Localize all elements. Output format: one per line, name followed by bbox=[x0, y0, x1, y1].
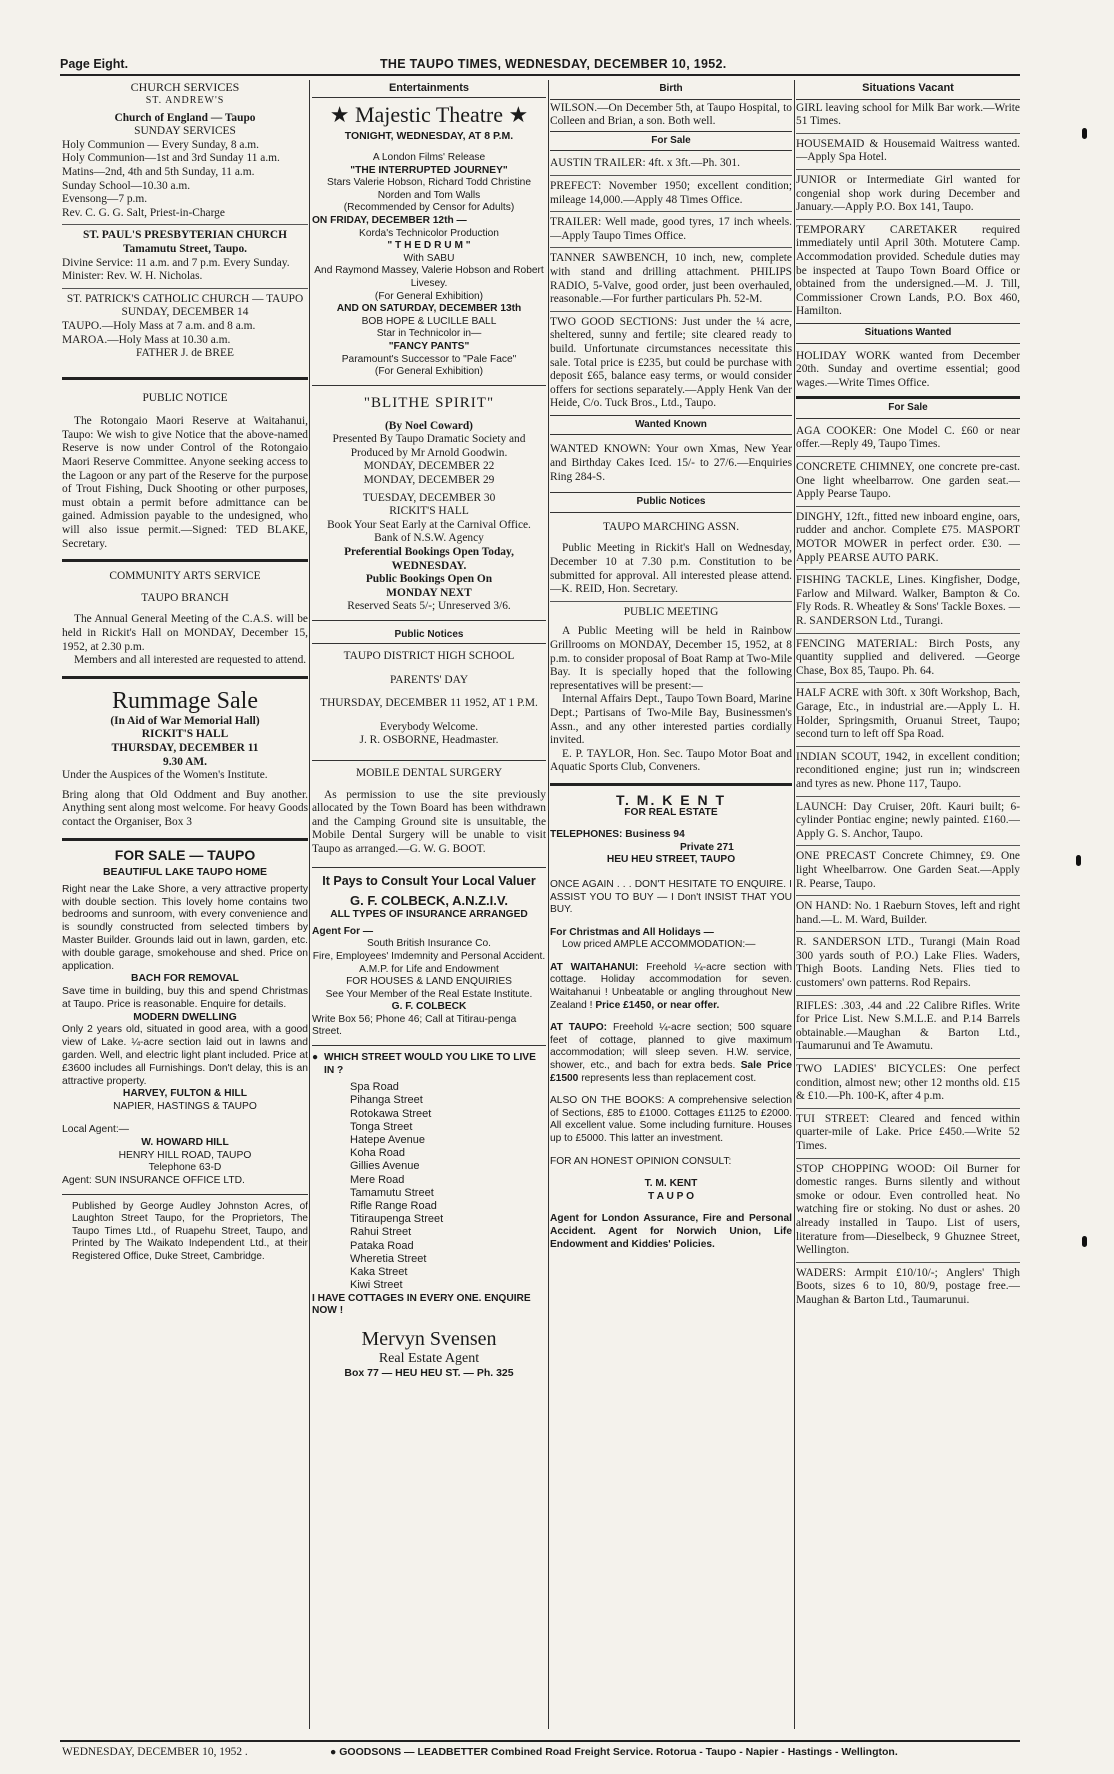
kent-taupo bbox=[550, 1022, 792, 1085]
wanted-known-heading: Wanted Known bbox=[550, 415, 792, 436]
dental-surgery-heading: MOBILE DENTAL SURGERY bbox=[355, 766, 503, 779]
street-item: Titiraupenga Street bbox=[350, 1213, 444, 1226]
rummage-sale-subtitle: (In Aid of War Memorial Hall) bbox=[110, 714, 260, 727]
kent-signature: T. M. KENT bbox=[644, 1178, 698, 1190]
kent-taupo-tail: represents less than replacement cost. bbox=[581, 1072, 757, 1084]
classified-ad: DINGHY, 12ft., fitted new inboard engine, oars, rudder and anchor. Complete £75. MASPORT MOTOR MOWER in perfect order. £30. —Apply PEARSE AUTO PARK. bbox=[796, 510, 1020, 564]
coe-line: Rev. C. G. G. Salt, Priest-in-Charge bbox=[62, 206, 225, 219]
divider bbox=[62, 224, 308, 225]
classified-ad: INDIAN SCOUT, 1942, in excellent condition; reconditioned engine; just run in; windscreen and tyres as new. Phone 117, Taupo. bbox=[796, 750, 1020, 790]
divider bbox=[312, 620, 546, 621]
st-andrews-heading: ST. ANDREW'S bbox=[145, 95, 225, 106]
birth-notice: WILSON.—On December 5th, at Taupo Hospital, to Colleen and Brian, a son. Both well. bbox=[550, 101, 792, 128]
kent-name: T. M. K E N T bbox=[616, 791, 726, 808]
blithe-spirit-public: Public Bookings Open On bbox=[365, 573, 493, 586]
st-pauls-address: Tamamutu Street, Taupo. bbox=[122, 242, 248, 255]
valuer-signature: G. F. COLBECK bbox=[391, 1001, 467, 1013]
agent-office: Agent: SUN INSURANCE OFFICE LTD. bbox=[62, 1175, 245, 1187]
rummage-sale-date: THURSDAY, DECEMBER 11 bbox=[111, 741, 259, 754]
divider bbox=[796, 845, 1020, 846]
divider bbox=[62, 377, 308, 380]
blithe-spirit-booking: Book Your Seat Early at the Carnival Office. bbox=[327, 518, 531, 531]
kent-private: Private 271 bbox=[680, 841, 734, 853]
divider bbox=[796, 169, 1020, 170]
cas-heading: COMMUNITY ARTS SERVICE bbox=[109, 570, 261, 583]
film-2-title: " T H E D R U M " bbox=[387, 240, 471, 252]
cas-body-2: Members and all interested are requested to attend. bbox=[74, 654, 307, 667]
public-meeting-heading: PUBLIC MEETING bbox=[623, 605, 719, 618]
tonight-line: TONIGHT, WEDNESDAY, AT 8 P.M. bbox=[344, 130, 514, 142]
kent-street: HEU HEU STREET, TAUPO bbox=[606, 854, 736, 866]
blithe-spirit-seats: Reserved Seats 5/-; Unreserved 3/6. bbox=[347, 600, 511, 613]
film-2-rating: (For General Exhibition) bbox=[374, 290, 484, 302]
classified-ad: TWO GOOD SECTIONS: Just under the ¼ acre, sheltered, sunny and fertile; site cleared ready to build. Unfortunate circumstances necessitate this sale. Total price is £235, but could be purchase with deposit £65, balance easy terms, or would consider offers for sections separately.—Apply Henk Van der Heide, C/o. Tuck Bros., Ltd., Taupo. bbox=[550, 315, 792, 410]
street-item: Pihanga Street bbox=[350, 1094, 423, 1107]
column-2 bbox=[312, 80, 546, 1744]
classified-ad: ONE PRECAST Concrete Chimney, £9. One light Wheelbarrow. One Garden Seat.—Apply R. Pearse, Taupo. bbox=[796, 850, 1020, 890]
kent-telephones: TELEPHONES: Business 94 bbox=[550, 829, 685, 841]
divider bbox=[312, 385, 546, 386]
street-list bbox=[312, 1081, 546, 1292]
margin-mark bbox=[1082, 1236, 1087, 1247]
street-item: Rahui Street bbox=[350, 1226, 412, 1239]
valuer-houses: FOR HOUSES & LAND ENQUIRIES bbox=[346, 976, 512, 988]
rummage-sale-time: 9.30 AM. bbox=[163, 755, 207, 768]
divider bbox=[796, 1058, 1020, 1059]
blithe-spirit-title: "BLITHE SPIRIT" bbox=[363, 394, 495, 411]
which-street-heading bbox=[312, 1052, 546, 1077]
situations-wanted-body: HOLIDAY WORK wanted from December 20th. Sunday and overtime essential; good wages.—Write Times Office. bbox=[796, 349, 1020, 389]
classified-ad: JUNIOR or Intermediate Girl wanted for congenial shop work during December and January.—Apply P.O. Box 141, Taupo. bbox=[796, 173, 1020, 214]
kent-waitahanui-text: Freehold ¼-acre section with cottage. Holiday accommodation for seven. Waitahanui ! Unbeatable or angling throughout New Zealand ! bbox=[550, 961, 792, 1011]
street-item: Gillies Avenue bbox=[350, 1160, 420, 1173]
film-1-title: "THE INTERRUPTED JOURNEY" bbox=[350, 164, 508, 176]
cas-body: The Annual General Meeting of the C.A.S. will be held in Rickit's Hall on MONDAY, December 15, 1952, at 2.30 p.m. bbox=[62, 613, 308, 653]
divider bbox=[550, 175, 792, 176]
divider bbox=[796, 931, 1020, 932]
blithe-spirit-hall: RICKIT'S HALL bbox=[389, 505, 469, 518]
for-sale-taupo-heading: FOR SALE — TAUPO bbox=[114, 846, 256, 863]
agent-telephone: Telephone 63-D bbox=[148, 1162, 222, 1174]
margin-mark bbox=[1076, 855, 1081, 866]
public-meeting-body: A Public Meeting will be held in Rainbow Grillrooms on MONDAY, December 15, 1952, at 8 p.m. to consider proposal of Boat Ramp at Two-Mile Bay. It is specially hoped that the following representatives will be present:— bbox=[550, 625, 792, 692]
public-notice-body: The Rotongaio Maori Reserve at Waitahanui, Taupo: We wish to give Notice that the above-named Reserve is now under Control of the Rotongaio Maori Reserve Committee. Anyone seeking access to the Lagoon or any part of the Reserve for the purpose of Trout Fishing, Duck Shooting or other purposes, must obtain a permit before admittance can be gained. Admission payable to the undesigned, who will also issue permit.—Signed: TED BLAKE, Secretary. bbox=[62, 415, 308, 550]
classified-ad: HALF ACRE with 30ft. x 30ft Workshop, Bach, Garage, Etc., in industrial are.—Apply L. H. Holder, Springsmith, Oruanui Street, Taupo; second turn to left off Spa Road. bbox=[796, 687, 1020, 741]
divider bbox=[796, 506, 1020, 507]
classified-ad: R. SANDERSON LTD., Turangi (Main Road 300 yards south of P.O.) Lake Flies. Waders, Thigh Boots. Landing Nets. Flies tied to customers' own patterns. Rod Repairs. bbox=[796, 936, 1020, 990]
st-patricks-line: MAROA.—Holy Mass at 10.30 a.m. bbox=[62, 333, 231, 346]
marching-assn-heading: TAUPO MARCHING ASSN. bbox=[602, 520, 740, 533]
street-item: Wheretia Street bbox=[350, 1252, 427, 1265]
column-divider bbox=[794, 80, 795, 1729]
public-notices-heading: Public Notices bbox=[550, 492, 792, 513]
classified-ad: TEMPORARY CARETAKER required immediately until April 30th. Motutere Camp. Accommodation provided. Schedule duties may be inspected at Taupo Town Board Office or obtained from the undersigned.—M. J. Till, Commissioner Crown Lands, P.O. Box 460, Hamilton. bbox=[796, 223, 1020, 318]
valuer-company: South British Insurance Co. bbox=[366, 938, 491, 950]
column-divider bbox=[309, 80, 310, 1729]
blithe-spirit-presented: Presented By Taupo Dramatic Society and Produced by Mr Arnold Goodwin. bbox=[332, 433, 526, 459]
divider bbox=[312, 1045, 546, 1046]
classified-ad: CONCRETE CHIMNEY, one concrete pre-cast. One light wheelbarrow. One garden seat.—Apply Pearse Taupo. bbox=[796, 461, 1020, 501]
valuer-see: See Your Member of the Real Estate Institute. bbox=[325, 988, 533, 1000]
classified-ad: GIRL leaving school for Milk Bar work.—Write 51 Times. bbox=[796, 101, 1020, 128]
st-patricks-date: SUNDAY, DECEMBER 14 bbox=[121, 306, 249, 319]
parents-day-welcome: Everybody Welcome. bbox=[379, 720, 479, 733]
saturday-line: AND ON SATURDAY, DECEMBER 13th bbox=[336, 303, 522, 315]
masthead-rule bbox=[60, 74, 1020, 76]
classified-ad: AGA COOKER: One Model C. £60 or near offer.—Reply 49, Taupo Times. bbox=[796, 424, 1020, 451]
divider bbox=[796, 633, 1020, 634]
cas-subheading: TAUPO BRANCH bbox=[141, 591, 229, 604]
classified-ad: TWO LADIES' BICYCLES: One perfect condition, almost new; other 12 months old. £15 & £10.—Ph. 100-K, after 4 p.m. bbox=[796, 1063, 1020, 1103]
public-meeting-signature: E. P. TAYLOR, Hon. Sec. Taupo Motor Boat and Aquatic Sports Club, Conveners. bbox=[550, 747, 792, 774]
kent-subtitle: FOR REAL ESTATE bbox=[624, 806, 718, 818]
divider bbox=[796, 219, 1020, 220]
street-item: Rifle Range Road bbox=[350, 1200, 437, 1213]
divider bbox=[550, 247, 792, 248]
kent-taupo-price: Sale Price £1500 bbox=[550, 1060, 792, 1084]
street-item: Koha Road bbox=[350, 1147, 406, 1160]
entertainments-heading: Entertainments bbox=[312, 80, 546, 98]
public-meeting-reps: Internal Affairs Dept., Taupo Town Board, Marine Dept.; Partisans of Two-Mile Bay, Businessmen's Assn., and any other interested parties cordially invited. bbox=[550, 693, 792, 747]
film-1-stars: Stars Valerie Hobson, Richard Todd Christine Norden and Tom Walls bbox=[326, 177, 532, 201]
valuer-amp: A.M.P. for Life and Endowment bbox=[359, 963, 499, 975]
valuer-name: G. F. COLBECK, A.N.Z.I.V. bbox=[350, 892, 508, 908]
rummage-sale-body: Under the Auspices of the Women's Institute. bbox=[62, 769, 268, 782]
friday-line: ON FRIDAY, DECEMBER 12th — bbox=[312, 214, 467, 226]
marching-assn-body: Public Meeting in Rickit's Hall on Wednesday, December 10 at 7.30 p.m. Constitution to be submitted for approval. All interested please attend. —K. REID, Hon. Secretary. bbox=[550, 542, 792, 596]
svensen-role: Real Estate Agent bbox=[378, 1350, 480, 1366]
divider bbox=[550, 311, 792, 312]
kent-christmas: For Christmas and All Holidays — bbox=[550, 926, 714, 938]
bullet-icon: ● bbox=[312, 1052, 319, 1064]
masthead-title: THE TAUPO TIMES, WEDNESDAY, DECEMBER 10, 1952. bbox=[380, 57, 727, 71]
film-1-pre: A London Films' Release bbox=[372, 152, 486, 163]
local-agent-label: Local Agent:— bbox=[62, 1124, 129, 1136]
classified-ad: FISHING TACKLE, Lines. Kingfisher, Dodge, Farlow and Milward. Walker, Bampton & Co. Fly Rods. R. Wheatley & Sons' Tackle Boxes. —R. SANDERSON Ltd., Turangi. bbox=[796, 574, 1020, 627]
street-item: Tonga Street bbox=[350, 1120, 413, 1133]
bullet-icon: ● bbox=[330, 1746, 340, 1758]
film-2-pre: Korda's Technicolor Production bbox=[359, 227, 499, 239]
coe-line: Evensong—7 p.m. bbox=[62, 193, 148, 206]
public-notice-heading: PUBLIC NOTICE bbox=[142, 391, 228, 404]
svensen-contact: Box 77 — HEU HEU ST. — Ph. 325 bbox=[344, 1366, 514, 1379]
divider bbox=[796, 133, 1020, 134]
divider bbox=[312, 867, 546, 868]
kent-agent: Agent for London Assurance, Fire and Personal Accident. Agent for Norwich Union, Life Endowment and Kiddies' Policies. bbox=[550, 1213, 792, 1250]
divider bbox=[796, 456, 1020, 457]
film-2-cast: And Raymond Massey, Valerie Hobson and Robert Livesey. bbox=[314, 265, 544, 289]
divider bbox=[550, 211, 792, 212]
film-3-in: Star in Technicolor in— bbox=[376, 328, 482, 340]
wanted-known-body: WANTED KNOWN: Your own Xmas, New Year and Birthday Cakes Iced. 15/- to 27/6.—Enquiries Ring 284-S. bbox=[550, 443, 792, 483]
coe-line: Holy Communion—1st and 3rd Sunday 11 a.m. bbox=[62, 152, 280, 165]
kent-low-priced: Low priced AMPLE ACCOMMODATION:— bbox=[562, 939, 756, 951]
st-pauls-line: Minister: Rev. W. H. Nicholas. bbox=[62, 270, 203, 283]
modern-dwelling-body: Only 2 years old, situated in good area, with a good view of Lake. ¼-acre section laid out in lawns and garden. Well, and electric light plant included. Price at £3600 includes all Furnishings. Don't delay, this is an attractive property. bbox=[62, 1024, 308, 1087]
column-divider bbox=[548, 80, 549, 1729]
coe-line: Matins—2nd, 4th and 5th Sunday, 11 a.m. bbox=[62, 165, 255, 178]
divider bbox=[550, 783, 792, 786]
rummage-sale-body-2: Bring along that Old Oddment and Buy another. Anything sent along most welcome. For heavy Goods contact the Organiser, Box 3 bbox=[62, 788, 308, 828]
classified-ad: ON HAND: No. 1 Raeburn Stoves, left and right hand.—L. M. Ward, Builder. bbox=[796, 900, 1020, 926]
film-3-title: "FANCY PANTS" bbox=[388, 340, 470, 352]
parents-day: PARENTS' DAY bbox=[389, 673, 469, 686]
page-number: Page Eight. bbox=[60, 57, 129, 71]
kent-signature-town: T A U P O bbox=[647, 1190, 695, 1202]
classified-ad: TANNER SAWBENCH, 10 inch, new, complete with stand and drilling attachment. PHILIPS RADIO, 5-Valve, good order, just been overhauled, reasonable.—For further particulars Ph. 52-M. bbox=[550, 252, 792, 306]
margin-mark bbox=[1082, 128, 1087, 139]
film-1-rating: (Recommended by Censor for Adults) bbox=[343, 202, 515, 214]
public-notices-heading: Public Notices bbox=[312, 627, 546, 644]
divider bbox=[796, 569, 1020, 570]
masthead bbox=[60, 52, 1020, 74]
kent-taupo-text: Freehold ¼-acre section; 500 square feet of cottage, planned to give maximum accommodation; will sleep seven. H.W. service, shower, etc., and bach for extra beds. bbox=[550, 1022, 792, 1072]
church-services-heading: CHURCH SERVICES bbox=[130, 80, 240, 94]
classified-ad: RIFLES: .303, .44 and .22 Calibre Rifles. Write for Price List. New S.M.L.E. and P.14 Barrels obtainable.—Maughan & Barton Ltd., Taumarunui and Te Awamutu. bbox=[796, 999, 1020, 1053]
hfh-name: HARVEY, FULTON & HILL bbox=[122, 1088, 248, 1100]
parents-day-date: THURSDAY, DECEMBER 11 1952, AT 1 P.M. bbox=[320, 697, 538, 710]
classified-ad: FENCING MATERIAL: Birch Posts, any quantity supplied and delivered. —George Chase, Box 85, Taupo. Ph. 64. bbox=[796, 637, 1020, 677]
sunday-services: SUNDAY SERVICES bbox=[134, 125, 236, 138]
street-item: Pataka Road bbox=[350, 1239, 414, 1252]
for-sale-taupo-subheading: BEAUTIFUL LAKE TAUPO HOME bbox=[102, 866, 268, 879]
for-sale-taupo-body: Right near the Lake Shore, a very attractive property with double section. This lovely home contains two bedrooms and sunroom, with every convenience and is soundly constructed from selected timbers by Master Builder. Grounds laid out in lawn, garden, etc. with double garage, smokehouse and shed. Price on application. bbox=[62, 883, 308, 972]
divider bbox=[796, 995, 1020, 996]
st-pauls-title: ST. PAUL'S PRESBYTERIAN CHURCH bbox=[82, 229, 287, 242]
film-3-stars: BOB HOPE & LUCILLE BALL bbox=[361, 315, 497, 327]
dental-surgery-body: As permission to use the site previously allocated by the Town Board has been withdrawn and the Camping Ground site is unsuitable, the Mobile Dental Surgery will be unable to visit Taupo as arranged.—G. W. G. BOOT. bbox=[312, 788, 546, 855]
film-3-rating: (For General Exhibition) bbox=[374, 366, 484, 378]
imprint: Published by George Audley Johnston Acres, of Laughton Street Taupo, for the Proprietors, The Taupo Times Ltd., of Ruapehu Street, Taupo, and Printed by The Waikato Independent Ltd., at their Registered Office, Duke Street, Cambridge. bbox=[72, 1201, 308, 1262]
hfh-locations: NAPIER, HASTINGS & TAUPO bbox=[113, 1101, 257, 1113]
classified-ad: AUSTIN TRAILER: 4ft. x 3ft.—Ph. 301. bbox=[550, 157, 740, 170]
column-1 bbox=[62, 80, 308, 1740]
classified-ad: WADERS: Armpit £10/10/-; Anglers' Thigh Boots, sizes 6 to 10, 80/9, postage free.—Maughan & Barton Ltd., Taumarunui. bbox=[796, 1266, 1020, 1306]
coe-line: Holy Communion — Every Sunday, 8 a.m. bbox=[62, 138, 259, 151]
rummage-sale-title: Rummage Sale bbox=[112, 687, 258, 714]
street-item: Mere Road bbox=[350, 1173, 405, 1186]
footer-rule bbox=[60, 1740, 1020, 1742]
cottages-line: I HAVE COTTAGES IN EVERY ONE. ENQUIRE NOW ! bbox=[312, 1292, 531, 1317]
for-sale-heading: For Sale bbox=[796, 396, 1020, 419]
classified-ad: TUI STREET: Cleared and fenced within quarter-mile of Lake. Price £450.—Write 52 Times. bbox=[796, 1112, 1020, 1152]
film-3-successor: Paramount's Successor to "Pale Face" bbox=[341, 353, 517, 365]
kent-taupo-label: AT TAUPO: bbox=[550, 1022, 608, 1034]
divider bbox=[62, 838, 308, 841]
blithe-spirit-bank: Bank of N.S.W. Agency bbox=[374, 532, 484, 545]
blithe-spirit-date-1: MONDAY, DECEMBER 22 bbox=[363, 460, 495, 473]
valuer-fire: Fire, Employees' Imdemnity and Personal Accident. bbox=[312, 950, 546, 962]
st-patricks-father: FATHER J. de BREE bbox=[136, 347, 234, 360]
classified-ad: STOP CHOPPING WOOD: Oil Burner for domestic ranges. Burns silently and without smoke or odour. Even controlled heat. No watching fire or stoking. No dust or ashes. 20 already installed in Taupo. List of users, literature from—Dieselbeck, 9 Ghuznee Street, Wellington. bbox=[796, 1162, 1020, 1257]
divider bbox=[796, 796, 1020, 797]
kent-waitahanui-label: AT WAITAHANUI: bbox=[550, 961, 639, 973]
valuer-contact: Write Box 56; Phone 46; Call at Titirau-penga Street. bbox=[312, 1013, 517, 1038]
divider bbox=[796, 1108, 1020, 1109]
high-school-title: TAUPO DISTRICT HIGH SCHOOL bbox=[343, 650, 515, 662]
situations-wanted-heading: Situations Wanted bbox=[796, 323, 1020, 344]
parents-day-signature: J. R. OSBORNE, Headmaster. bbox=[359, 734, 499, 747]
footer-date: WEDNESDAY, DECEMBER 10, 1952 . bbox=[62, 1746, 248, 1758]
kent-also: ALSO ON THE BOOKS: A comprehensive selection of Sections, £85 to £1000. Cottages £1125 to £2000. All excellent value. Some including furniture. Houses up to £5000. This latter an investment. bbox=[550, 1095, 792, 1144]
classified-ad: LAUNCH: Day Cruiser, 20ft. Kauri built; 6-cylinder Pontiac engine; newly painted. £160.—Apply G. S. Anchor, Taupo. bbox=[796, 800, 1020, 840]
kent-waitahanui-price: Price £1450, or near offer. bbox=[595, 999, 720, 1011]
birth-heading: Birth bbox=[550, 80, 792, 100]
coe-title: Church of England — Taupo bbox=[114, 111, 256, 124]
divider bbox=[796, 1262, 1020, 1263]
column-4 bbox=[796, 80, 1020, 1744]
st-patricks-title: ST. PATRICK'S CATHOLIC CHURCH — TAUPO bbox=[66, 292, 304, 305]
blithe-spirit-monday: MONDAY NEXT bbox=[386, 586, 472, 599]
divider bbox=[62, 288, 308, 289]
st-patricks-line: TAUPO.—Holy Mass at 7 a.m. and 8 a.m. bbox=[62, 319, 256, 332]
blithe-spirit-date-2: MONDAY, DECEMBER 29 bbox=[363, 474, 495, 487]
valuer-agent-for: Agent For — bbox=[312, 925, 374, 937]
blithe-spirit-date-3: TUESDAY, DECEMBER 30 bbox=[362, 491, 496, 504]
rummage-sale-hall: RICKIT'S HALL bbox=[141, 728, 229, 741]
street-item: Tamamutu Street bbox=[350, 1186, 434, 1199]
column-3 bbox=[550, 80, 792, 1744]
street-item: Kaka Street bbox=[350, 1266, 408, 1279]
for-sale-heading: For Sale bbox=[550, 131, 792, 152]
bach-body: Save time in building, buy this and spend Christmas at Taupo. Price is reasonable. Enquire for details. bbox=[62, 986, 308, 1010]
footer-advert bbox=[330, 1746, 898, 1758]
classified-ad: PREFECT: November 1950; excellent condition; mileage 14,000.—Apply 48 Times Office. bbox=[550, 179, 792, 206]
agent-name: W. HOWARD HILL bbox=[141, 1136, 229, 1148]
street-item: Spa Road bbox=[350, 1081, 399, 1094]
divider bbox=[62, 676, 308, 679]
blithe-spirit-preferential: Preferential Bookings Open Today, WEDNESDAY. bbox=[344, 546, 514, 572]
street-item: Rotokawa Street bbox=[350, 1107, 432, 1120]
divider bbox=[796, 895, 1020, 896]
divider bbox=[796, 1158, 1020, 1159]
modern-dwelling-heading: MODERN DWELLING bbox=[133, 1011, 237, 1023]
divider bbox=[62, 1194, 308, 1195]
divider bbox=[796, 682, 1020, 683]
coe-line: Sunday School—10.30 a.m. bbox=[62, 179, 191, 192]
situations-vacant-heading: Situations Vacant bbox=[796, 80, 1020, 100]
kent-once-again: ONCE AGAIN . . . DON'T HESITATE TO ENQUIRE. I ASSIST YOU TO BUY — I Don't INSIST THAT YOU BUY. bbox=[550, 878, 792, 916]
kent-honest: FOR AN HONEST OPINION CONSULT: bbox=[550, 1155, 732, 1167]
divider bbox=[550, 601, 792, 602]
svensen-name: Mervyn Svensen bbox=[361, 1327, 497, 1350]
footer-text: GOODSONS — LEADBETTER Combined Road Freight Service. Rotorua - Taupo - Napier - Hastings - Wellington. bbox=[339, 1746, 898, 1758]
which-street-text: WHICH STREET WOULD YOU LIKE TO LIVE IN ? bbox=[324, 1052, 536, 1076]
valuer-insurance: ALL TYPES OF INSURANCE ARRANGED bbox=[330, 909, 528, 921]
street-item: Hatepe Avenue bbox=[350, 1134, 426, 1147]
st-pauls-line: Divine Service: 11 a.m. and 7 p.m. Every Sunday. bbox=[62, 256, 290, 269]
bach-heading: BACH FOR REMOVAL bbox=[131, 973, 239, 985]
kent-waitahanui bbox=[550, 962, 792, 1012]
street-item: Kiwi Street bbox=[350, 1279, 403, 1292]
film-2-with: With SABU bbox=[403, 252, 455, 264]
divider bbox=[312, 760, 546, 761]
blithe-spirit-author: (By Noel Coward) bbox=[385, 419, 473, 432]
divider bbox=[796, 746, 1020, 747]
valuer-heading: It Pays to Consult Your Local Valuer bbox=[322, 873, 536, 888]
classified-ad: TRAILER: Well made, good tyres, 17 inch wheels.—Apply Taupo Times Office. bbox=[550, 216, 792, 242]
majestic-theatre-title: ★ Majestic Theatre ★ bbox=[329, 102, 529, 127]
agent-address: HENRY HILL ROAD, TAUPO bbox=[118, 1149, 252, 1161]
divider bbox=[62, 559, 308, 562]
classified-ad: HOUSEMAID & Housemaid Waitress wanted.—Apply Spa Hotel. bbox=[796, 137, 1020, 164]
